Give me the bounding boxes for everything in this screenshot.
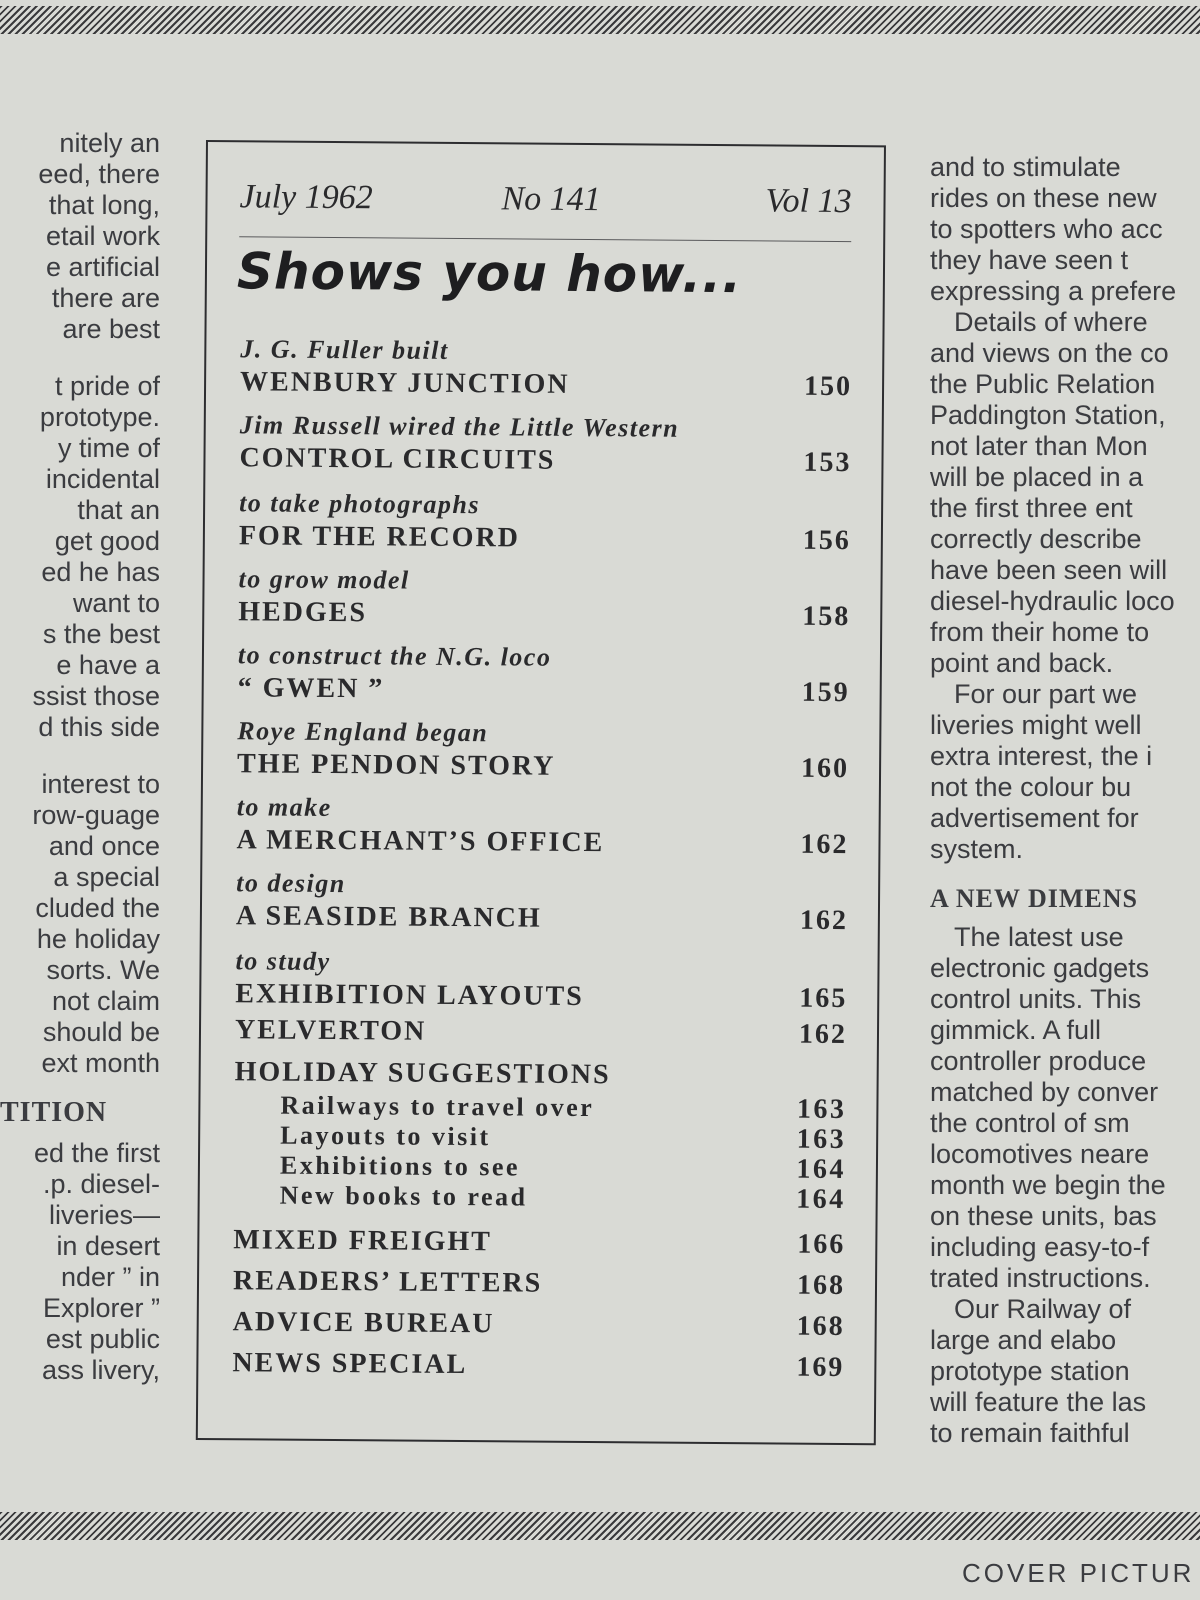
entry-page-number: 166 xyxy=(797,1228,846,1261)
entry-page-number: 169 xyxy=(796,1351,845,1384)
column-line: system. xyxy=(930,834,1024,864)
entry-subtitle: to construct the N.G. loco xyxy=(237,640,552,672)
entry-title-text: NEWS SPECIAL xyxy=(232,1347,468,1381)
contents-entry xyxy=(233,1224,845,1261)
contents-entry xyxy=(238,640,850,709)
column-line: row-guage xyxy=(32,800,160,830)
column-line: will be placed in a xyxy=(930,462,1144,492)
entry-title-text: READERS’ LETTERS xyxy=(232,1265,543,1299)
contents-entry xyxy=(238,564,850,633)
column-line: Paddington Station, xyxy=(930,400,1166,430)
issue-number: No 141 xyxy=(501,180,601,219)
entry-page-number: 156 xyxy=(802,524,851,557)
column-line: ssist those xyxy=(32,681,160,711)
header-divider xyxy=(239,236,851,242)
entry-title xyxy=(238,672,850,709)
entry-title xyxy=(236,900,848,937)
entry-subtitle: to study xyxy=(235,946,331,977)
column-line: to spotters who acc xyxy=(930,214,1163,244)
column-line: will feature the las xyxy=(930,1387,1147,1417)
column-line: extra interest, the i xyxy=(930,741,1153,771)
column-line: etail work xyxy=(45,221,160,251)
entry-page-number: 160 xyxy=(800,752,850,785)
entry-title-text: A MERCHANT’S OFFICE xyxy=(236,824,605,859)
entry-title-text: MIXED FREIGHT xyxy=(233,1224,493,1258)
left-column-text xyxy=(0,128,160,1386)
contents-entry xyxy=(233,1306,845,1343)
column-line: Details of where xyxy=(954,307,1148,337)
column-heading: TITION xyxy=(0,1097,108,1128)
column-line: on these units, bas xyxy=(930,1201,1157,1231)
entry-title xyxy=(235,978,847,1015)
entry-title-text: “ GWEN ” xyxy=(237,672,385,705)
column-line: including easy-to-f xyxy=(930,1232,1150,1262)
entry-title-text: YELVERTON xyxy=(234,1014,427,1047)
column-line: nder ” in xyxy=(60,1262,160,1292)
column-line: that long, xyxy=(48,190,160,220)
holiday-sub-item xyxy=(280,1091,846,1125)
column-line: Our Railway of xyxy=(954,1294,1132,1324)
holiday-sub-item xyxy=(280,1121,846,1155)
column-line: to remain faithful xyxy=(930,1418,1130,1448)
contents-entry xyxy=(237,716,849,785)
paragraph-gap xyxy=(0,743,160,769)
column-line: have been seen will xyxy=(930,555,1168,585)
entry-page-number: 150 xyxy=(803,370,853,403)
issue-volume: Vol 13 xyxy=(765,182,852,221)
sub-item-label: Railways to travel over xyxy=(280,1090,595,1123)
column-line: and views on the co xyxy=(930,338,1169,368)
top-hatched-border xyxy=(0,6,1200,34)
contents-entry xyxy=(235,1014,847,1051)
column-line: should be xyxy=(42,1017,160,1047)
entry-title xyxy=(239,520,851,557)
column-line: not the colour bu xyxy=(930,772,1132,802)
column-line: cluded the xyxy=(35,893,160,923)
entry-title-text: HOLIDAY SUGGESTIONS xyxy=(234,1056,611,1091)
column-line: want to xyxy=(72,588,160,618)
entry-subtitle: to make xyxy=(236,792,332,823)
column-line: e artificial xyxy=(45,252,160,282)
column-line: For our part we xyxy=(954,679,1138,709)
entry-subtitle: to take photographs xyxy=(239,488,481,520)
entry-title-text: A SEASIDE BRANCH xyxy=(235,900,542,934)
column-line: y time of xyxy=(57,433,160,463)
column-line: not later than Mon xyxy=(930,431,1148,461)
contents-entry xyxy=(233,1265,845,1302)
entry-title-text: ADVICE BUREAU xyxy=(232,1306,495,1340)
holiday-sub-item xyxy=(280,1181,846,1215)
entry-title xyxy=(236,824,848,861)
issue-header xyxy=(239,178,851,223)
entry-title-text: HEDGES xyxy=(238,596,368,629)
entry-title xyxy=(239,442,851,479)
sub-item-label: Exhibitions to see xyxy=(279,1150,521,1182)
column-line: the Public Relation xyxy=(930,369,1156,399)
column-line: point and back. xyxy=(930,648,1114,678)
column-line: and once xyxy=(48,831,160,861)
column-line: electronic gadgets xyxy=(930,953,1150,983)
contents-box xyxy=(196,140,886,1445)
contents-entry xyxy=(239,410,851,479)
entry-title xyxy=(233,1306,845,1343)
column-line: .p. diesel- xyxy=(42,1169,160,1199)
entry-title xyxy=(237,748,849,785)
entry-page-number: 153 xyxy=(803,446,852,479)
column-line: get good xyxy=(54,526,160,556)
entry-title xyxy=(233,1224,845,1261)
column-line: s the best xyxy=(42,619,160,649)
sub-item-page-number: 163 xyxy=(796,1123,847,1156)
entry-title xyxy=(232,1347,844,1384)
column-line: from their home to xyxy=(930,617,1150,647)
contents-entry xyxy=(235,946,847,1015)
entry-page-number: 168 xyxy=(796,1310,845,1343)
contents-entry xyxy=(232,1347,844,1384)
column-line: Explorer ” xyxy=(42,1293,160,1323)
column-line: correctly describe xyxy=(930,524,1142,554)
column-line: liveries— xyxy=(48,1200,160,1230)
contents-entry xyxy=(239,488,851,557)
entry-page-number: 162 xyxy=(799,904,849,937)
column-line: liveries might well xyxy=(930,710,1142,740)
column-line: advertisement for xyxy=(930,803,1139,833)
column-line: he holiday xyxy=(36,924,160,954)
column-line: t pride of xyxy=(54,371,160,401)
column-line: control units. This xyxy=(930,984,1142,1014)
bottom-hatched-border xyxy=(0,1512,1200,1540)
contents-entry xyxy=(236,868,848,937)
column-line: a special xyxy=(53,862,160,892)
entry-title xyxy=(233,1265,845,1302)
column-line: trated instructions. xyxy=(930,1263,1151,1293)
column-line: est public xyxy=(45,1324,160,1354)
entry-page-number: 158 xyxy=(802,600,851,633)
column-line: e have a xyxy=(56,650,160,680)
sub-item-page-number: 164 xyxy=(796,1153,847,1186)
column-line: that an xyxy=(77,495,160,525)
column-line: ed he has xyxy=(41,557,160,587)
column-line: ass livery, xyxy=(41,1355,160,1385)
entry-title xyxy=(235,1014,847,1051)
column-line: rides on these new xyxy=(930,183,1157,213)
column-line: large and elabo xyxy=(930,1325,1117,1355)
column-line: matched by conver xyxy=(930,1077,1159,1107)
column-line: sorts. We xyxy=(46,955,160,985)
sub-item-label: New books to read xyxy=(279,1180,528,1212)
entry-title-text: EXHIBITION LAYOUTS xyxy=(235,978,584,1012)
column-line: ed the first xyxy=(33,1138,160,1168)
column-line: diesel-hydraulic loco xyxy=(930,586,1175,616)
entry-subtitle: to grow model xyxy=(238,564,410,595)
column-line: prototype. xyxy=(39,402,160,432)
column-line: ext month xyxy=(41,1048,160,1078)
entry-page-number: 168 xyxy=(796,1269,846,1302)
sub-item-page-number: 164 xyxy=(796,1183,846,1216)
entry-subtitle: J. G. Fuller built xyxy=(240,334,449,365)
column-line: in desert xyxy=(56,1231,160,1261)
column-line: nitely an xyxy=(59,128,160,158)
entry-title xyxy=(238,596,850,633)
entry-page-number: 162 xyxy=(798,1018,848,1051)
contents-entry xyxy=(235,1056,847,1093)
column-line: gimmick. A full xyxy=(930,1015,1102,1045)
contents-entry xyxy=(240,334,852,403)
entry-page-number: 165 xyxy=(799,982,848,1015)
contents-title: Shows you how... xyxy=(236,242,743,305)
entry-page-number: 162 xyxy=(800,828,849,861)
issue-date: July 1962 xyxy=(239,178,373,217)
column-line: eed, there xyxy=(38,159,160,189)
column-line: interest to xyxy=(41,769,160,799)
entry-subtitle: Jim Russell wired the Little Western xyxy=(239,410,680,443)
column-line: locomotives neare xyxy=(930,1139,1150,1169)
column-line: expressing a prefere xyxy=(930,276,1177,306)
sub-item-page-number: 163 xyxy=(796,1093,847,1126)
entry-title-text: THE PENDON STORY xyxy=(236,748,556,782)
right-column-text xyxy=(930,152,1200,1449)
column-line: the control of sm xyxy=(930,1108,1130,1138)
column-line: there are xyxy=(51,283,160,313)
column-line: and to stimulate xyxy=(930,152,1121,182)
entry-subtitle: Roye England began xyxy=(237,716,489,748)
column-line: incidental xyxy=(45,464,160,494)
column-line: controller produce xyxy=(930,1046,1147,1076)
entry-subtitle: to design xyxy=(236,868,346,899)
paragraph-gap xyxy=(0,345,160,371)
contents-entry xyxy=(236,792,848,861)
sub-item-label: Layouts to visit xyxy=(280,1120,491,1152)
entry-page-number: 159 xyxy=(801,676,850,709)
column-line: the first three ent xyxy=(930,493,1133,523)
entry-title xyxy=(235,1056,847,1093)
holiday-sub-item xyxy=(280,1151,846,1185)
cover-picture-caption: COVER PICTUR xyxy=(962,1558,1195,1588)
entry-title xyxy=(240,366,852,403)
column-line: prototype station xyxy=(930,1356,1130,1386)
column-line: month we begin the xyxy=(930,1170,1166,1200)
column-heading: A NEW DIMENS xyxy=(930,884,1139,913)
entry-title-text: FOR THE RECORD xyxy=(238,520,521,554)
column-line: The latest use xyxy=(954,922,1124,952)
entry-title-text: WENBURY JUNCTION xyxy=(239,366,570,400)
column-line: are best xyxy=(62,314,160,344)
entry-title-text: CONTROL CIRCUITS xyxy=(239,442,556,476)
column-line: d this side xyxy=(38,712,160,742)
column-line: not claim xyxy=(51,986,160,1016)
column-line: they have seen t xyxy=(930,245,1129,275)
